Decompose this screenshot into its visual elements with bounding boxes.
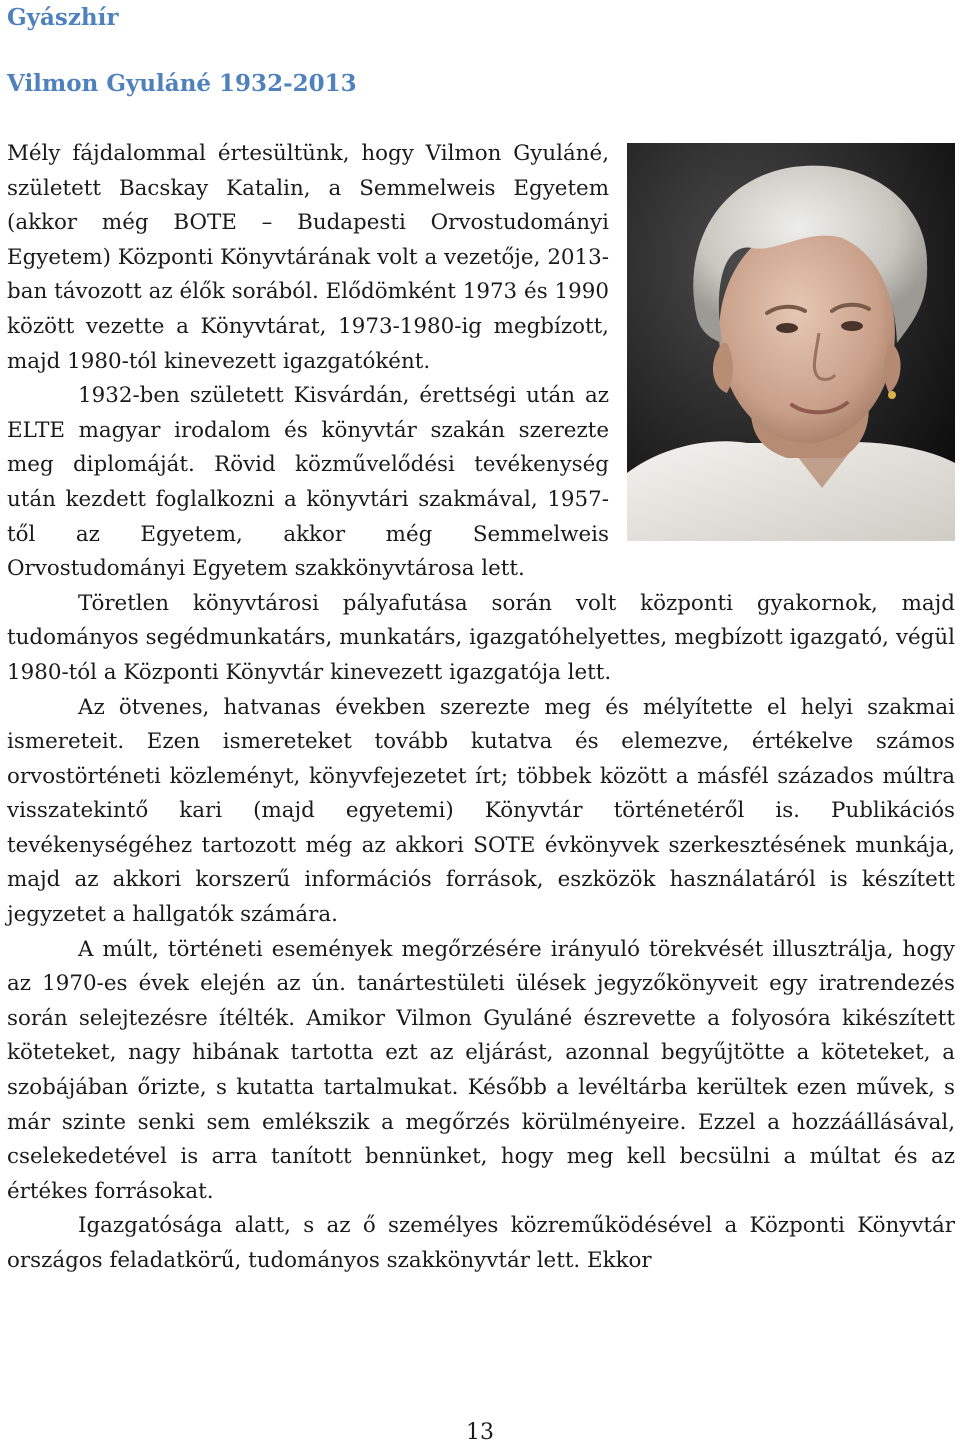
obituary-body [7, 137, 955, 1279]
section-heading: Gyászhír [7, 4, 119, 31]
paragraph: 1932-ben született Kisvárdán, érettségi után az ELTE magyar irodalom és könyvtár szakán szerezte meg diplomáját. Rövid közművelődési tevékenység után kezdett foglalkozni a könyvtári szakmával, 1957-től az Egyetem, akkor még Semmelweis Orvostudományi Egyetem szakkönyvtárosa lett. [7, 383, 609, 582]
portrait-photo [627, 143, 955, 541]
paragraph: Mély fájdalommal értesültünk, hogy Vilmon Gyuláné, született Bacskay Katalin, a Semmelweis Egyetem (akkor még BOTE – Budapesti Orvostudományi Egyetem) Központi Könyvtárának volt a vezetője, 2013-ban távozott az élők sorából. Elődömként 1973 és 1990 között vezette a Könyvtárat, 1973-1980-ig megbízott, majd 1980-tól kinevezett igazgatóként. [7, 141, 609, 374]
obituary-title: Vilmon Gyuláné 1932-2013 [7, 70, 357, 97]
paragraph: Igazgatósága alatt, s az ő személyes közreműködésével a Központi Könyvtár országos feladatkörű, tudományos szakkönyvtár lett. Ekkor [7, 1213, 955, 1273]
page-number: 13 [466, 1420, 494, 1445]
paragraph: A múlt, történeti események megőrzésére irányuló törekvését illusztrálja, hogy az 1970-es évek elején az ún. tanártestületi ülések jegyzőkönyveit egy iratrendezés során selejtezésre ítélték. Amikor Vilmon Gyuláné észrevette a folyosóra kikészített köteteket, nagy hibának tartotta ezt az eljárást, azonnal begyűjtötte a köteteket, a szobájában őrizte, s kutatta tartalmukat. Később a levéltárba kerültek ezen művek, s már szinte senki sem emlékszik a megőrzés körülményeire. Ezzel a hozzáállásával, cselekedetével is arra tanított bennünket, hogy meg kell becsülni a múltat és az értékes forrásokat. [7, 936, 955, 1204]
paragraph: Az ötvenes, hatvanas években szerezte meg és mélyítette el helyi szakmai ismereteit. Ezen ismereteket tovább kutatva és elemezve, értékelve számos orvostörténeti közleményt, könyvfejezetet írt; többek között a másfél százados múltra visszatekintő kari (majd egyetemi) Könyvtár történetéről is. Publikációs tevékenységéhez tartozott még az akkori SOTE évkönyvek szerkesztésének munkája, majd az akkori korszerű információs források, eszközök használatáról is készített jegyzetet a hallgatók számára. [7, 694, 955, 928]
paragraph: Töretlen könyvtárosi pályafutása során volt központi gyakornok, majd tudományos segédmunkatárs, munkatárs, igazgatóhelyettes, megbízott igazgató, végül 1980-tól a Központi Könyvtár kinevezett igazgatója lett. [7, 590, 955, 685]
